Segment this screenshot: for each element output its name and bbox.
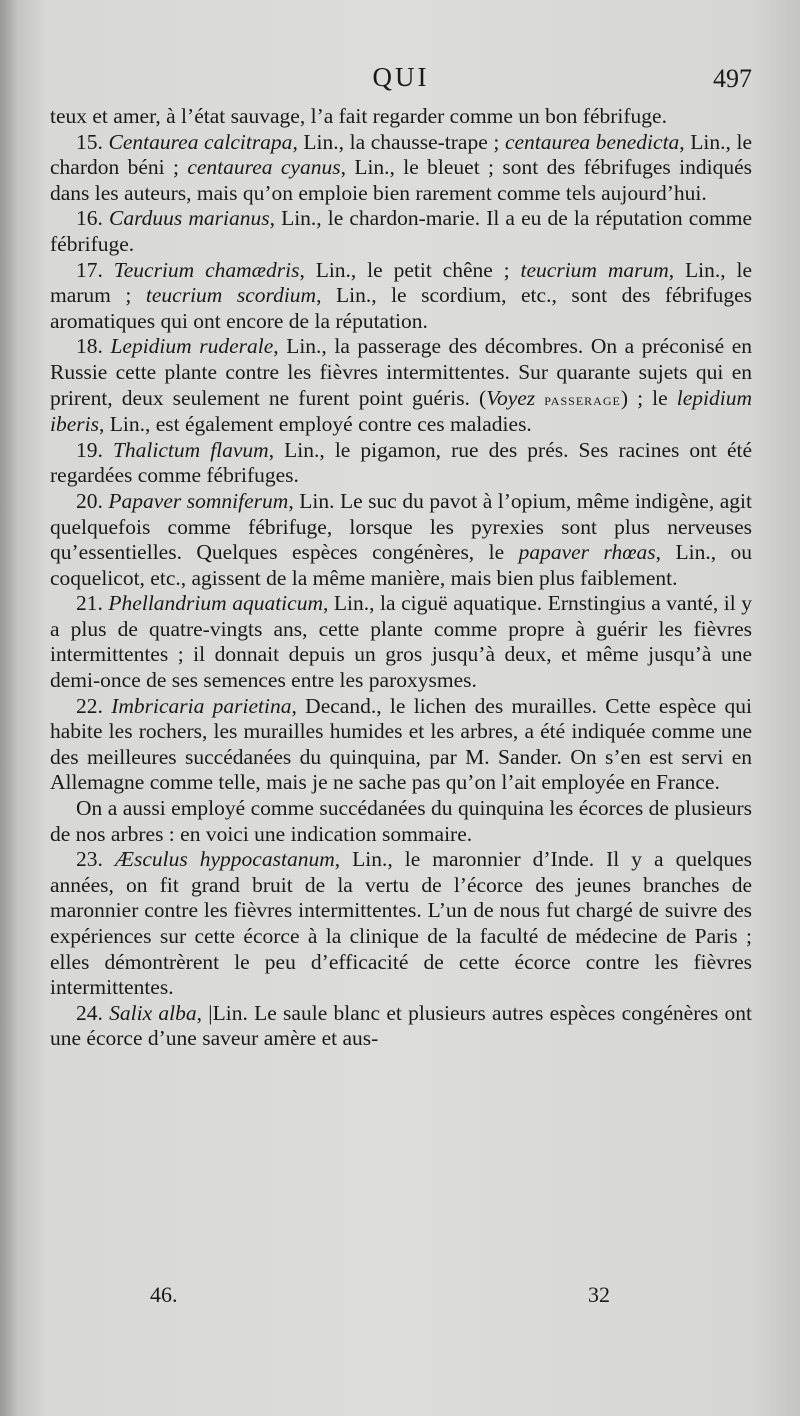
text-run: 20. <box>76 488 109 513</box>
italic-term: Voyez <box>486 385 536 410</box>
text-run: 21. <box>76 591 109 616</box>
text-run: 23. <box>76 847 115 872</box>
paragraph <box>50 1001 752 1052</box>
italic-term: centaurea benedicta <box>504 129 680 154</box>
text-run: , Lin. Le suc du pavot à l’opium, même indigène, agit quelquefois comme fébrifuge, lorsque les pyrexies sont plus nerveuses qu’essentielles. Quelques espèces congénères, le <box>50 488 752 565</box>
text-run: 18. <box>76 334 111 359</box>
italic-term: Teucrium chamædris <box>113 257 300 282</box>
paragraph <box>50 334 752 437</box>
text-run: , Lin., le chardon béni ; <box>50 129 753 180</box>
paragraph <box>50 694 752 796</box>
italic-term: Lepidium ruderale <box>110 334 274 359</box>
paragraph <box>50 438 752 489</box>
text-run: , Lin., la ciguë aquatique. Ernstingius a vanté, il y a plus de quatre-vingts ans, cette plante comme propre à guérir les fièvres intermittentes ; il donnait depuis un gros jusqu’à deux, et même jusqu’à une demi-once de ses semences entre les paroxysmes. <box>50 591 752 693</box>
text-run: 19. <box>76 437 113 462</box>
text-run: , Decand., le lichen des murailles. Cette espèce qui habite les rochers, les murailles humides et les arbres, a été indiquée comme une des meilleures succédanées du quinquina, par M. Sander. On s’en est servi en Allemagne comme telle, mais je ne sache pas qu’on l’ait employée en France. <box>50 693 752 795</box>
page-header <box>50 62 752 106</box>
small-caps-reference: passerage <box>544 389 621 409</box>
text-run: , Lin., le bleuet ; sont des fébrifuges indiqués dans les auteurs, mais qu’on emploie bien rarement comme tels aujourd’hui. <box>50 155 752 205</box>
italic-term: teucrium scordium <box>145 283 317 308</box>
text-run: , Lin., ou coquelicot, etc., agissent de la même manière, mais bien plus faiblement. <box>50 540 753 590</box>
paragraph <box>50 796 752 847</box>
paragraph <box>50 130 752 207</box>
italic-term: lepidium iberis <box>50 385 753 437</box>
italic-term: Carduus marianus <box>108 206 270 231</box>
page-number: 497 <box>713 64 752 93</box>
text-run: 17. <box>76 257 114 282</box>
italic-term: teucrium marum <box>520 257 669 282</box>
running-head: QUI <box>372 62 430 92</box>
paragraph <box>50 847 752 1001</box>
page-body <box>50 104 752 1052</box>
text-run: , Lin., le chardon-marie. Il a eu de la réputation comme fébrifuge. <box>50 206 753 256</box>
italic-term: Centaurea calcitrapa <box>108 129 293 154</box>
gathering-number: 32 <box>588 1282 610 1307</box>
text-run: , Lin., la passerage des décombres. On a préconisé en Russie cette plante contre les fièvres intermittentes. Sur quarante sujets qui en prirent, deux seulement ne furent point guéris. ( <box>50 334 752 410</box>
paragraph <box>50 104 752 130</box>
text-run: , Lin., le marum ; <box>50 257 753 308</box>
italic-term: centaurea cyanus <box>187 155 341 180</box>
text-run: , Lin., le petit chêne ; <box>299 257 521 282</box>
text-run: , Lin., le scordium, etc., sont des fébrifuges aromatiques qui ont encore de la réputation. <box>50 283 753 333</box>
text-run: On a aussi employé comme succédanées du quinquina les écorces de plusieurs de nos arbres : en voici une indication sommaire. <box>50 796 752 846</box>
italic-term: Imbricaria parietina <box>111 693 292 718</box>
italic-term: Thalictum flavum <box>112 437 269 462</box>
text-run: , |Lin. Le saule blanc et plusieurs autres espèces congénères ont une écorce d’une saveur amère et aus- <box>50 1000 753 1051</box>
text-run: , Lin., le pigamon, rue des prés. Ses racines ont été regardées comme fébrifuges. <box>50 437 753 488</box>
text-run: ) ; le <box>620 385 677 410</box>
italic-term: papaver rhœas <box>518 540 656 565</box>
text-run <box>535 386 544 410</box>
signature-mark: 46. <box>150 1282 178 1307</box>
text-run: 15. <box>76 129 109 154</box>
paragraph <box>50 591 752 693</box>
italic-term: Salix alba <box>109 1000 197 1025</box>
paragraph <box>50 489 752 591</box>
text-run: 24. <box>76 1000 110 1025</box>
page-gutter-shadow <box>0 0 18 1416</box>
text-run: , Lin., le maronnier d’Inde. Il y a quelques années, on fit grand bruit de la vertu de l’écorce des jeunes branches de maronnier contre les fièvres intermittentes. L’un de nous fut chargé de suivre des expériences sur cette écorce à la clinique de la faculté de médecine de Paris ; elles démontrèrent le peu d’efficacité de cette écorce contre les fièvres intermittentes. <box>50 847 752 1000</box>
text-run: 16. <box>76 206 109 231</box>
italic-term: Papaver somniferum <box>108 488 289 513</box>
italic-term: Phellandrium aquaticum <box>108 591 323 616</box>
text-run: teux et amer, à l’état sauvage, l’a fait regarder comme un bon fébrifuge. <box>50 104 667 128</box>
text-run: 22. <box>76 693 112 718</box>
paragraph <box>50 206 752 257</box>
text-run: , Lin., la chausse-trape ; <box>292 129 505 154</box>
paragraph <box>50 258 752 335</box>
italic-term: Æsculus hyppocastanum <box>114 847 335 872</box>
text-run: , Lin., est également employé contre ces maladies. <box>98 412 532 437</box>
